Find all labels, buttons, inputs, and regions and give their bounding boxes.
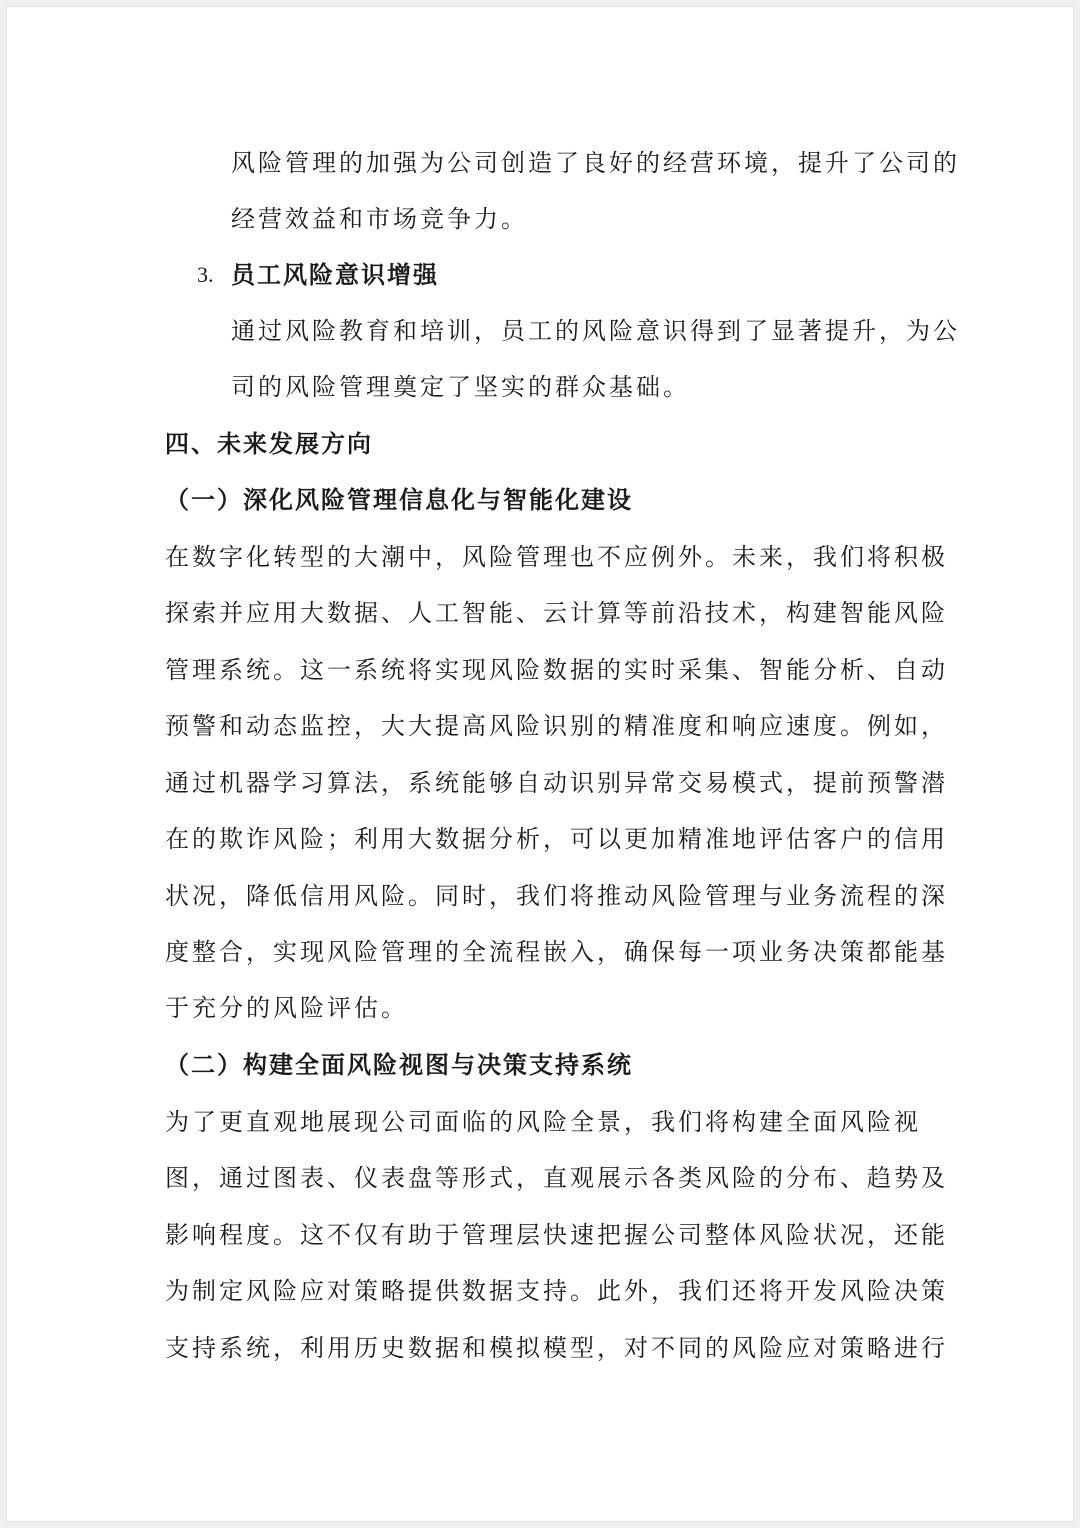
- paragraph-line: 管理系统。这一系统将实现风险数据的实时采集、智能分析、自动: [165, 656, 948, 684]
- paragraph-line: 图，通过图表、仪表盘等形式，直观展示各类风险的分布、趋势及: [165, 1164, 948, 1192]
- paragraph-line: 为制定风险应对策略提供数据支持。此外，我们还将开发风险决策: [165, 1277, 948, 1305]
- paragraph-line: 状况，降低信用风险。同时，我们将推动风险管理与业务流程的深: [165, 882, 948, 910]
- paragraph-line: 在的欺诈风险；利用大数据分析，可以更加精准地评估客户的信用: [165, 825, 948, 853]
- paragraph-line: 影响程度。这不仅有助于管理层快速把握公司整体风险状况，还能: [165, 1221, 948, 1249]
- list-number: 3.: [197, 262, 214, 287]
- paragraph-line: 度整合，实现风险管理的全流程嵌入，确保每一项业务决策都能基: [165, 938, 948, 966]
- section-heading: 四、未来发展方向: [165, 429, 373, 458]
- paragraph-line: 于充分的风险评估。: [165, 994, 408, 1022]
- paragraph-line: 为了更直观地展现公司面临的风险全景，我们将构建全面风险视: [165, 1108, 921, 1136]
- paragraph-line: 经营效益和市场竞争力。: [231, 205, 528, 233]
- document-page: [6, 6, 1074, 1522]
- list-item-title: 员工风险意识增强: [231, 260, 439, 289]
- paragraph-line: 支持系统，利用历史数据和模拟模型，对不同的风险应对策略进行: [165, 1334, 948, 1362]
- subsection-heading: （二）构建全面风险视图与决策支持系统: [165, 1050, 633, 1079]
- subsection-heading: （一）深化风险管理信息化与智能化建设: [165, 485, 633, 514]
- paragraph-line: 预警和动态监控，大大提高风险识别的精准度和响应速度。例如，: [165, 712, 948, 740]
- paragraph-line: 探索并应用大数据、人工智能、云计算等前沿技术，构建智能风险: [165, 599, 948, 627]
- paragraph-line: 司的风险管理奠定了坚实的群众基础。: [231, 373, 690, 401]
- paragraph-line: 通过机器学习算法，系统能够自动识别异常交易模式，提前预警潜: [165, 769, 948, 797]
- paragraph-line: 在数字化转型的大潮中，风险管理也不应例外。未来，我们将积极: [165, 543, 948, 571]
- paragraph-line: 通过风险教育和培训，员工的风险意识得到了显著提升，为公: [231, 317, 960, 345]
- paragraph-line: 风险管理的加强为公司创造了良好的经营环境，提升了公司的: [231, 149, 960, 177]
